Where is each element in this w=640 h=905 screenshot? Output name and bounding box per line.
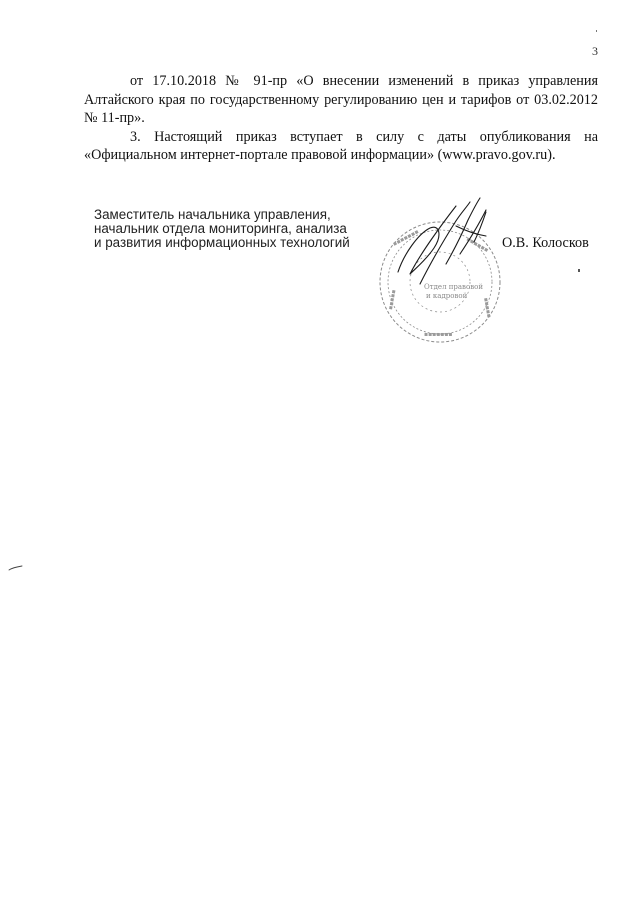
paragraph-continuation: от 17.10.2018 № 91-пр «О внесении изменений в приказ управления Алтайского края по государственному регулированию цен и тарифов от 03.02.2012 № 11-пр». <box>84 73 598 127</box>
svg-text:▪▪▪▪▪: ▪▪▪▪▪ <box>387 289 398 311</box>
paragraph-effective-date: 3. Настоящий приказ вступает в силу с даты опубликования на «Официальном интернет-портале правовой информации» (www.pravo.gov.ru). <box>84 128 598 164</box>
signer-name: О.В. Колосков <box>502 235 589 251</box>
document-body <box>84 72 598 165</box>
signer-title-line: Заместитель начальника управления, <box>94 207 331 222</box>
stamp-text-line: и кадровой <box>426 292 468 300</box>
stamp-text-line: Отдел правовой <box>424 283 484 291</box>
signer-title <box>94 208 384 249</box>
svg-text:▪▪▪▪▪▪: ▪▪▪▪▪▪ <box>465 235 490 254</box>
margin-scribble <box>8 564 24 572</box>
page-number: 3 <box>592 44 598 58</box>
svg-text:▪▪▪▪▪▪▪: ▪▪▪▪▪▪▪ <box>391 228 421 248</box>
signature-block <box>84 208 598 348</box>
signer-title-line: начальник отдела мониторинга, анализа <box>94 220 347 236</box>
signer-title-line: и развития информационных технологий <box>94 234 350 250</box>
scan-mark <box>578 269 580 272</box>
scan-dot <box>596 30 597 32</box>
svg-text:▪▪▪▪▪▪▪: ▪▪▪▪▪▪▪ <box>424 331 453 338</box>
svg-text:▪▪▪▪▪: ▪▪▪▪▪ <box>482 297 493 319</box>
handwritten-signature <box>390 194 510 290</box>
